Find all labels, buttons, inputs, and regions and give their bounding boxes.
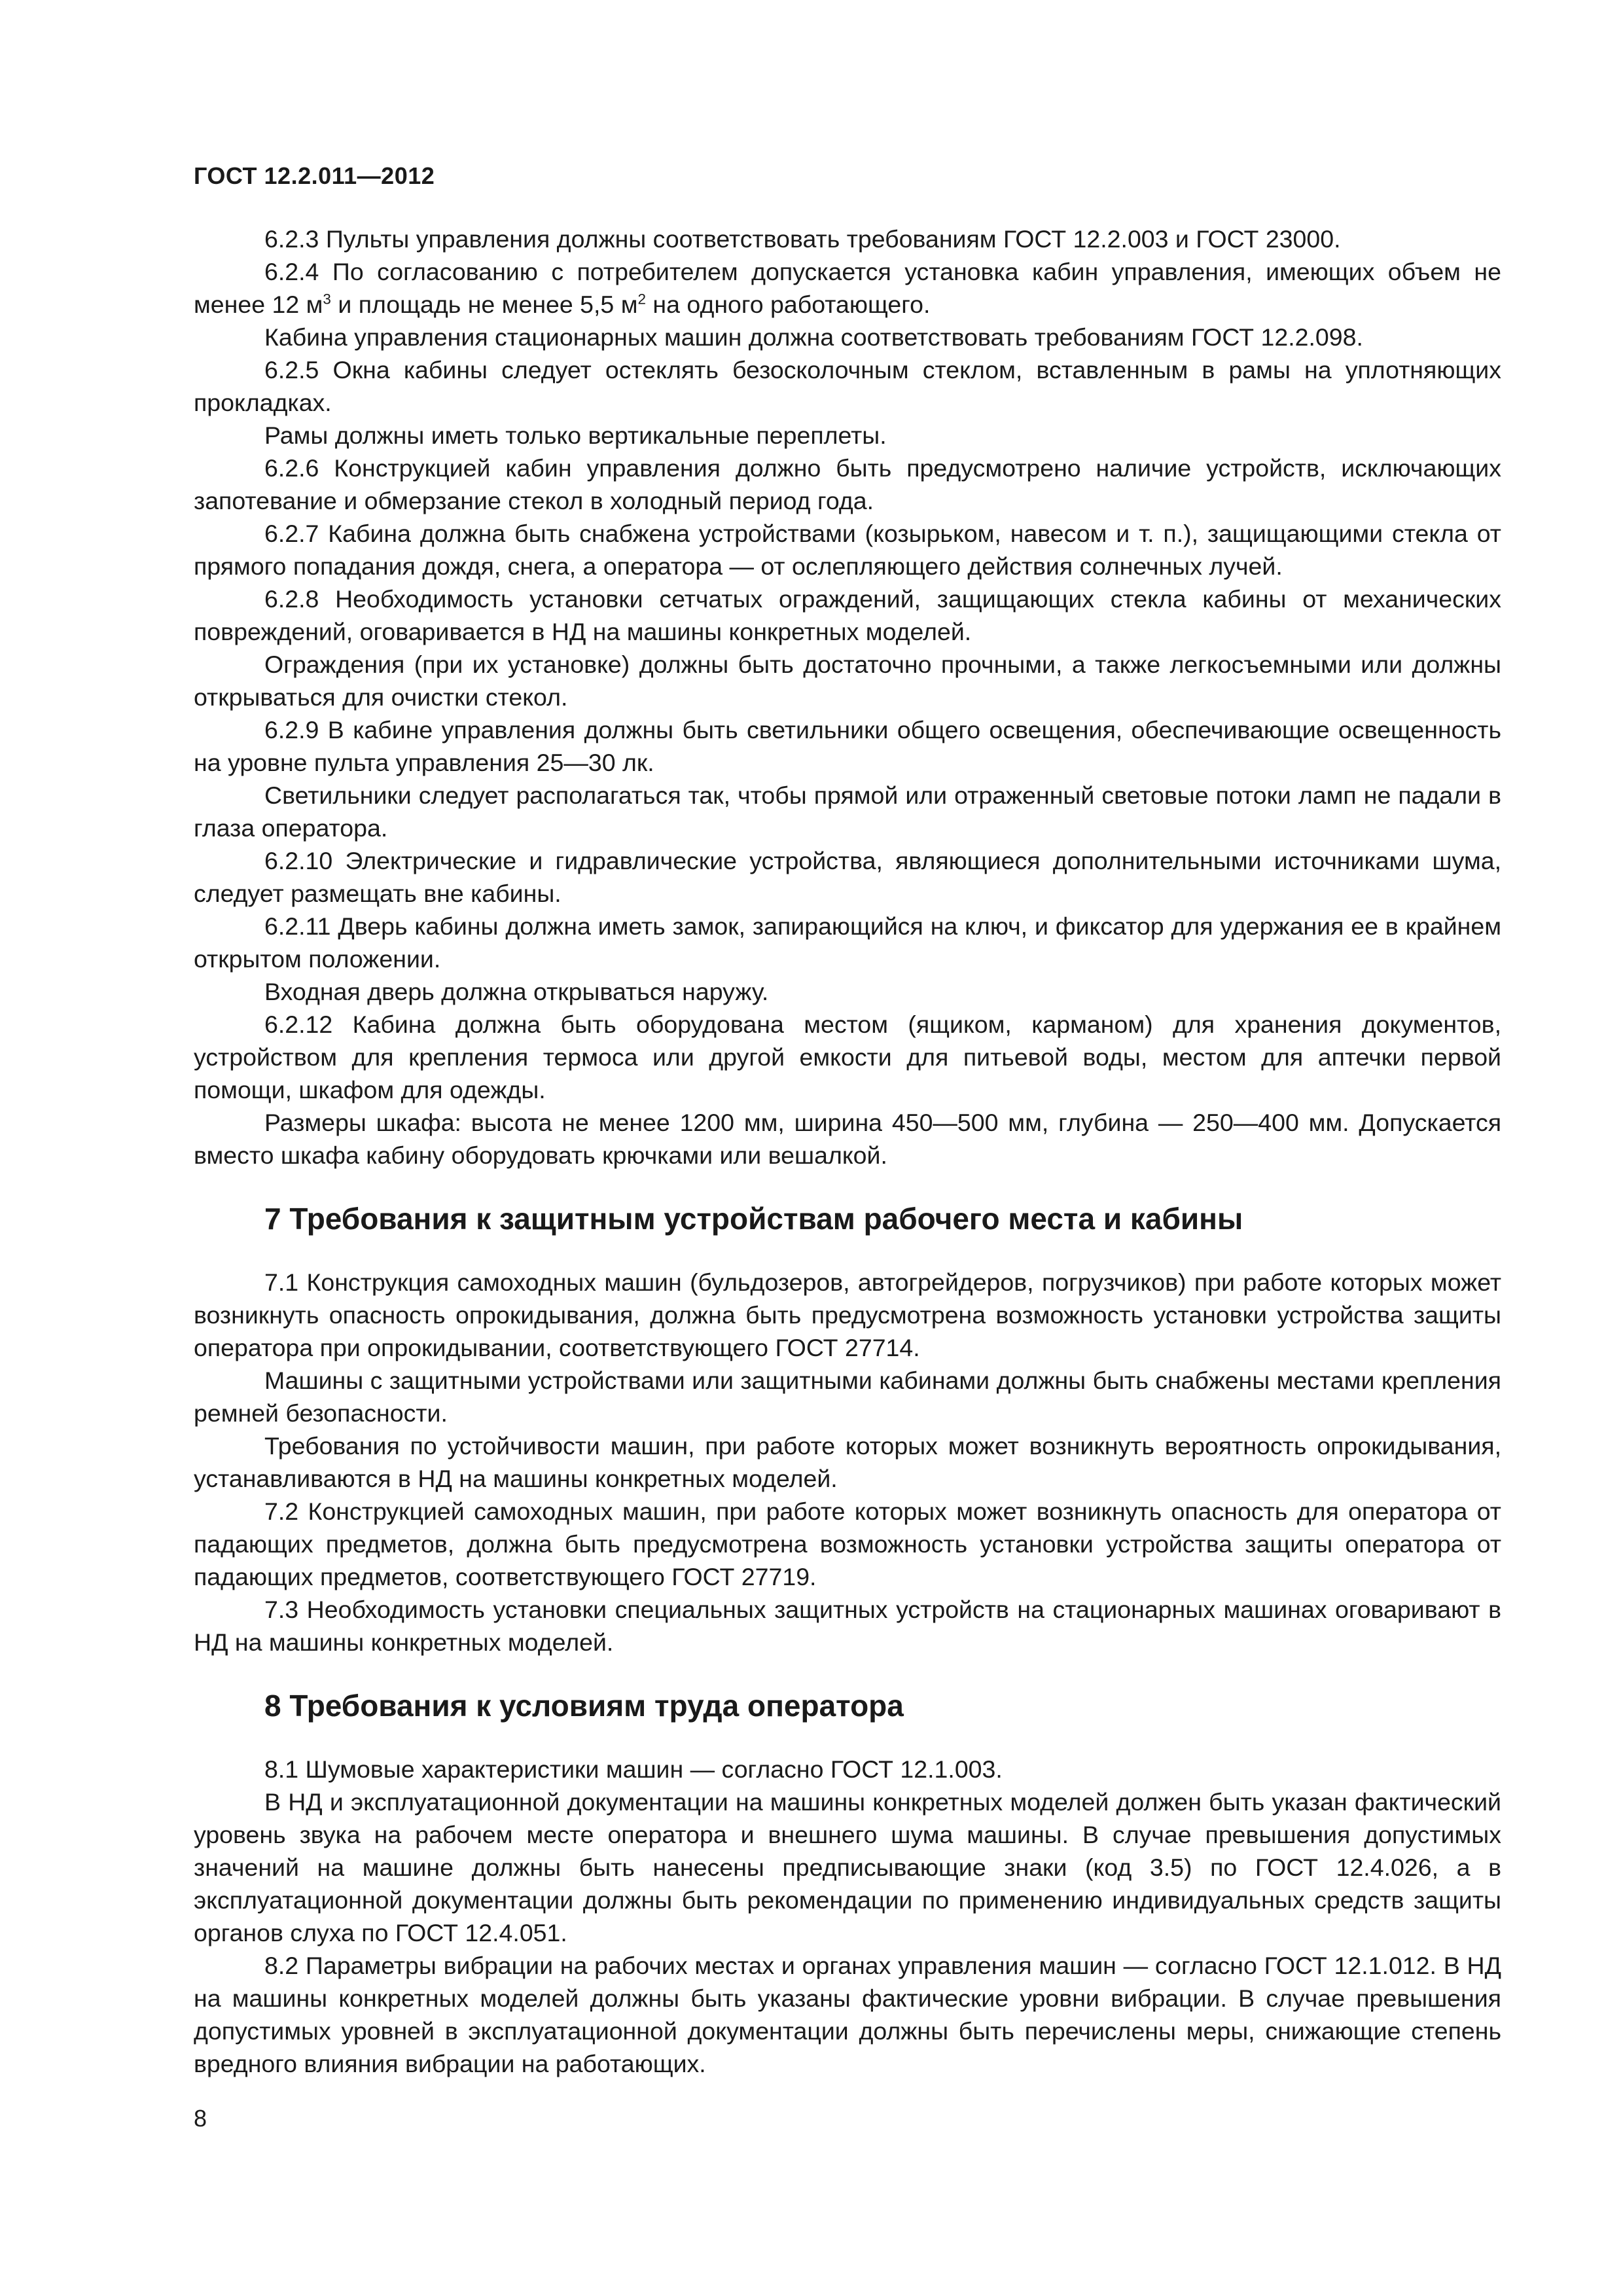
paragraph: Машины с защитными устройствами или защитными кабинами должны быть снабжены местами крепления ремней безопасности.	[194, 1367, 1501, 1427]
paragraph: Размеры шкафа: высота не менее 1200 мм, ширина 450—500 мм, глубина — 250—400 мм. Допускается вместо шкафа кабину оборудовать крючками или вешалкой.	[194, 1109, 1501, 1169]
paragraph-6-2-9: 6.2.9 В кабине управления должны быть светильники общего освещения, обеспечивающие освещенность на уровне пульта управления 25—30 лк.	[194, 716, 1501, 776]
page-number: 8	[194, 2105, 207, 2132]
document-body	[194, 223, 1501, 2080]
paragraph-6-2-11: 6.2.11 Дверь кабины должна иметь замок, запирающийся на ключ, и фиксатор для удержания ее в крайнем открытом положении.	[194, 912, 1501, 973]
paragraph-6-2-12: 6.2.12 Кабина должна быть оборудована местом (ящиком, карманом) для хранения документов, устройством для крепления термоса или другой емкости для питьевой воды, местом для аптечки первой помощи, шкафом для одежды.	[194, 1011, 1501, 1103]
paragraph-6-2-10: 6.2.10 Электрические и гидравлические устройства, являющиеся дополнительными источниками шума, следует размещать вне кабины.	[194, 847, 1501, 907]
paragraph-7-1: 7.1 Конструкция самоходных машин (бульдозеров, автогрейдеров, погрузчиков) при работе которых может возникнуть опасность опрокидывания, должна быть предусмотрена возможность установки устройства защиты оператора при опрокидывании, соответствующего ГОСТ 27714.	[194, 1268, 1501, 1361]
paragraph: Светильники следует располагаться так, чтобы прямой или отраженный световые потоки ламп не падали в глаза оператора.	[194, 781, 1501, 842]
paragraph-6-2-6: 6.2.6 Конструкцией кабин управления должно быть предусмотрено наличие устройств, исключающих запотевание и обмерзание стекол в холодный период года.	[194, 454, 1501, 514]
paragraph: Ограждения (при их установке) должны быть достаточно прочными, а также легкосъемными или должны открываться для очистки стекол.	[194, 651, 1501, 711]
paragraph: Кабина управления стационарных машин должна соответствовать требованиям ГОСТ 12.2.098.	[264, 323, 1363, 351]
paragraph: Рамы должны иметь только вертикальные переплеты.	[264, 422, 887, 449]
paragraph-6-2-8: 6.2.8 Необходимость установки сетчатых ограждений, защищающих стекла кабины от механических повреждений, оговаривается в НД на машины конкретных моделей.	[194, 585, 1501, 645]
paragraph: В НД и эксплуатационной документации на машины конкретных моделей должен быть указан фактический уровень звука на рабочем месте оператора и внешнего шума машины. В случае превышения допустимых значений на машине должны быть нанесены предписывающие знаки (код 3.5) по ГОСТ 12.4.026, а в эксплуатационной документации должны быть рекомендации по применению индивидуальных средств защиты органов слуха по ГОСТ 12.4.051.	[194, 1788, 1501, 1946]
paragraph-6-2-7: 6.2.7 Кабина должна быть снабжена устройствами (козырьком, навесом и т. п.), защищающими стекла от прямого попадания дождя, снега, а оператора — от ослепляющего действия солнечных лучей.	[194, 520, 1501, 580]
paragraph-7-2: 7.2 Конструкцией самоходных машин, при работе которых может возникнуть опасность для оператора от падающих предметов, должна быть предусмотрена возможность установки устройства защиты оператора от падающих предметов, соответствующего ГОСТ 27719.	[194, 1498, 1501, 1590]
section-8-heading: 8 Требования к условиям труда оператора	[264, 1689, 904, 1723]
paragraph-6-2-4: 6.2.4 По согласованию с потребителем допускается установка кабин управления, имеющих объем не менее 12 $м^3$ и площадь не менее 5,5 $м^2$ на одного работающего.	[194, 258, 1501, 318]
section-7-heading: 7 Требования к защитным устройствам рабочего места и кабины	[264, 1202, 1243, 1236]
paragraph: Входная дверь должна открываться наружу.	[264, 978, 769, 1005]
paragraph-7-3: 7.3 Необходимость установки специальных защитных устройств на стационарных машинах оговаривают в НД на машины конкретных моделей.	[194, 1596, 1501, 1656]
standard-header: ГОСТ 12.2.011—2012	[194, 162, 435, 189]
paragraph-6-2-3: 6.2.3 Пульты управления должны соответствовать требованиям ГОСТ 12.2.003 и ГОСТ 23000.	[264, 225, 1341, 253]
paragraph-8-2: 8.2 Параметры вибрации на рабочих местах и органах управления машин — согласно ГОСТ 12.1.012. В НД на машины конкретных моделей должны быть указаны фактические уровни вибрации. В случае превышения допустимых уровней в эксплуатационной документации должны быть перечислены меры, снижающие степень вредного влияния вибрации на работающих.	[194, 1952, 1501, 2077]
paragraph-8-1: 8.1 Шумовые характеристики машин — согласно ГОСТ 12.1.003.	[264, 1755, 1003, 1783]
paragraph: Требования по устойчивости машин, при работе которых может возникнуть вероятность опрокидывания, устанавливаются в НД на машины конкретных моделей.	[194, 1432, 1501, 1492]
paragraph-6-2-5: 6.2.5 Окна кабины следует остеклять безосколочным стеклом, вставленным в рамы на уплотняющих прокладках.	[194, 356, 1501, 416]
